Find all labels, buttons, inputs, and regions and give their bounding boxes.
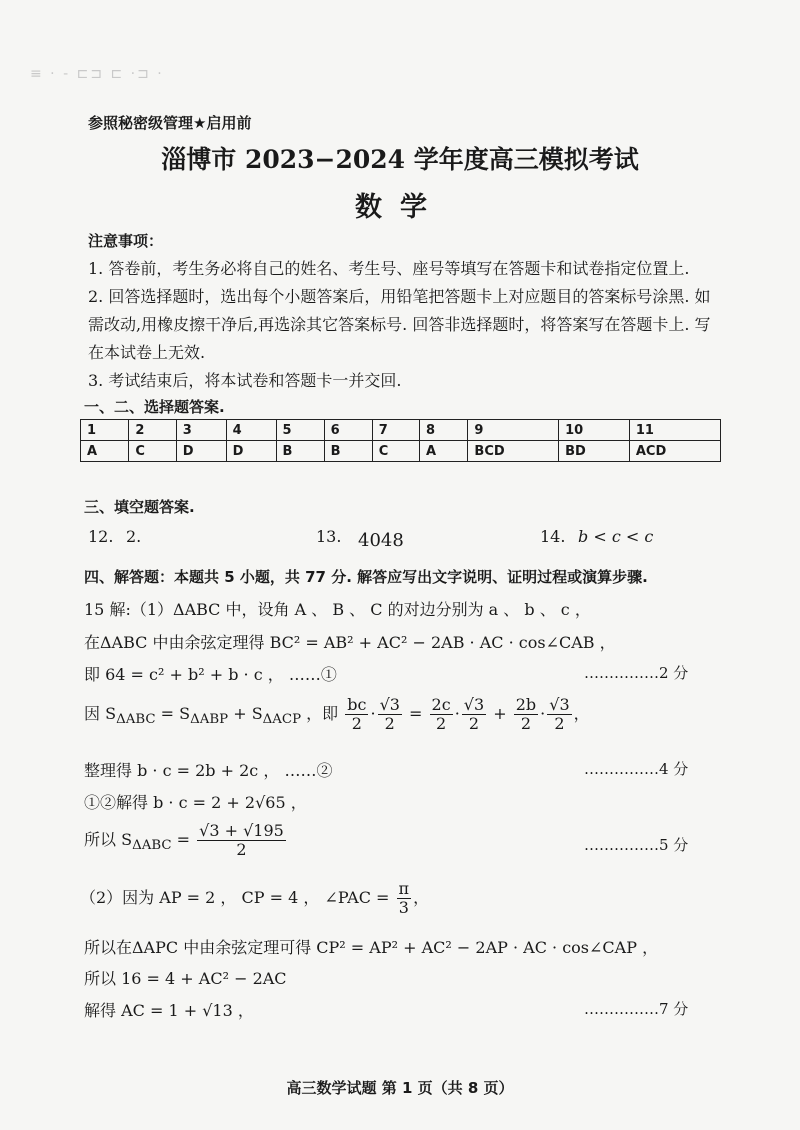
question-number: 4 bbox=[226, 420, 276, 441]
answer-cell: A bbox=[420, 441, 468, 462]
area-eq-text: + S bbox=[228, 704, 263, 723]
question-number: 8 bbox=[420, 420, 468, 441]
solution-line-10: 所以 16 = 4 + AC² − 2AC bbox=[84, 969, 287, 988]
question-number-row bbox=[81, 420, 721, 441]
question-number: 10 bbox=[559, 420, 630, 441]
score-marker: ……………7 分 bbox=[584, 1000, 689, 1018]
fraction: $\frac{√3}{2}$ bbox=[379, 695, 400, 733]
fraction: $\frac{√3}{2}$ bbox=[549, 695, 570, 733]
comma: ， bbox=[413, 888, 430, 907]
area-eq-prefix: 因 S bbox=[84, 704, 117, 723]
answer-cell: B bbox=[324, 441, 372, 462]
solution-line-6: ①②解得 b · c = 2 + 2√65 ， bbox=[84, 793, 307, 812]
answer-cell: C bbox=[372, 441, 419, 462]
fraction: $\frac{√3 + √195}{2}$ bbox=[199, 821, 284, 859]
score-marker: ……………4 分 bbox=[584, 760, 689, 778]
answer-cell: D bbox=[226, 441, 276, 462]
answer-row bbox=[81, 441, 721, 462]
solution-line-2: 在ΔABC 中由余弦定理得 BC² = AB² + AC² − 2AB · AC · cos∠CAB ， bbox=[84, 633, 616, 652]
question-number: 2 bbox=[129, 420, 176, 441]
answer-cell: ACD bbox=[629, 441, 720, 462]
choice-heading: 一、二、选择题答案. bbox=[84, 398, 225, 416]
comma: ， bbox=[573, 704, 590, 723]
question-number: 7 bbox=[372, 420, 419, 441]
question-number: 1 bbox=[81, 420, 129, 441]
confidentiality-label: 参照秘密级管理★启用前 bbox=[88, 114, 252, 132]
solution-line-7 bbox=[84, 822, 288, 859]
solve-heading: 四、解答题：本题共 5 小题，共 77 分. 解答应写出文字说明、证明过程或演算步骤. bbox=[84, 568, 648, 586]
area-subscript: ΔACP bbox=[262, 712, 302, 728]
note-item-2-line-2: 需改动,用橡皮擦干净后,再选涂其它答案标号. 回答非选择题时，将答案写在答题卡上. 写 bbox=[88, 315, 711, 334]
fraction: $\frac{2b}{2}$ bbox=[515, 695, 537, 733]
question-number: 9 bbox=[468, 420, 559, 441]
part2-intro: （2）因为 AP = 2 ， CP = 4 ， ∠PAC = bbox=[80, 888, 395, 907]
area-subscript: ΔABC bbox=[116, 712, 156, 728]
scan-artifact-text: ≡ · - ⊏⊐ ⊏ ·⊐ · bbox=[30, 66, 164, 82]
q12-number: 12. bbox=[88, 527, 114, 546]
choice-answer-table bbox=[80, 419, 721, 462]
answer-cell: D bbox=[176, 441, 226, 462]
note-item-3: 3. 考试结束后，将本试卷和答题卡一并交回. bbox=[88, 371, 402, 390]
question-number: 6 bbox=[324, 420, 372, 441]
area-eq-text: = S bbox=[155, 704, 191, 723]
question-number: 3 bbox=[176, 420, 226, 441]
answer-cell: BCD bbox=[468, 441, 559, 462]
subject-title: 数学 bbox=[355, 192, 445, 223]
dot-operator: · bbox=[370, 704, 376, 723]
question-number: 5 bbox=[276, 420, 324, 441]
fraction: $\frac{bc}{2}$ bbox=[347, 695, 367, 733]
q12-answer: 2. bbox=[126, 527, 142, 546]
answer-cell: C bbox=[129, 441, 176, 462]
score-marker: ……………2 分 bbox=[584, 664, 689, 682]
score-marker: ……………5 分 bbox=[584, 836, 689, 854]
page-footer: 高三数学试题 第 1 页（共 8 页） bbox=[286, 1079, 514, 1097]
exam-title: 淄博市 2023−2024 学年度高三模拟考试 bbox=[161, 145, 639, 174]
dot-operator: · bbox=[454, 704, 460, 723]
area-eq-prefix: 所以 S bbox=[84, 830, 133, 849]
note-item-2-line-3: 在本试卷上无效. bbox=[88, 343, 206, 362]
q14-number: 14. bbox=[540, 527, 566, 546]
answer-cell: B bbox=[276, 441, 324, 462]
solution-line-4 bbox=[84, 696, 590, 733]
solution-line-3: 即 64 = c² + b² + b · c ， ……① bbox=[84, 665, 337, 684]
fill-heading: 三、填空题答案. bbox=[84, 498, 195, 516]
area-eq-text: = bbox=[171, 830, 196, 849]
area-subscript: ΔABP bbox=[190, 712, 229, 728]
q13-answer: 4048 bbox=[358, 530, 404, 551]
fraction: $\frac{\pi}{3}$ bbox=[398, 879, 410, 917]
plus-sign: + bbox=[493, 704, 507, 723]
solution-line-8 bbox=[80, 880, 429, 917]
solution-line-1: 15 解:（1）ΔABC 中，设角 A 、 B 、 C 的对边分别为 a 、 b 、 c ， bbox=[84, 600, 591, 619]
note-item-2-line-1: 2. 回答选择题时，选出每个小题答案后，用铅笔把答题卡上对应题目的答案标号涂黑. 如 bbox=[88, 287, 711, 306]
notes-heading: 注意事项： bbox=[88, 232, 164, 250]
solution-line-5: 整理得 b · c = 2b + 2c ， ……② bbox=[84, 761, 333, 780]
answer-cell: BD bbox=[559, 441, 630, 462]
dot-operator: · bbox=[540, 704, 546, 723]
solution-line-11: 解得 AC = 1 + √13 ， bbox=[84, 1001, 254, 1020]
equals-sign: = bbox=[409, 704, 423, 723]
question-number: 11 bbox=[629, 420, 720, 441]
solution-line-9: 所以在ΔAPC 中由余弦定理可得 CP² = AP² + AC² − 2AP · AC · cos∠CAP ， bbox=[84, 938, 659, 957]
area-eq-text: ，即 bbox=[301, 704, 344, 723]
area-subscript: ΔABC bbox=[132, 838, 172, 854]
fraction: $\frac{√3}{2}$ bbox=[463, 695, 485, 733]
note-item-1: 1. 答卷前，考生务必将自己的姓名、考生号、座号等填写在答题卡和试卷指定位置上. bbox=[88, 259, 690, 278]
q14-answer: b < c < c bbox=[578, 527, 654, 546]
q13-number: 13. bbox=[316, 527, 342, 546]
fraction: $\frac{2c}{2}$ bbox=[431, 695, 451, 733]
answer-cell: A bbox=[81, 441, 129, 462]
